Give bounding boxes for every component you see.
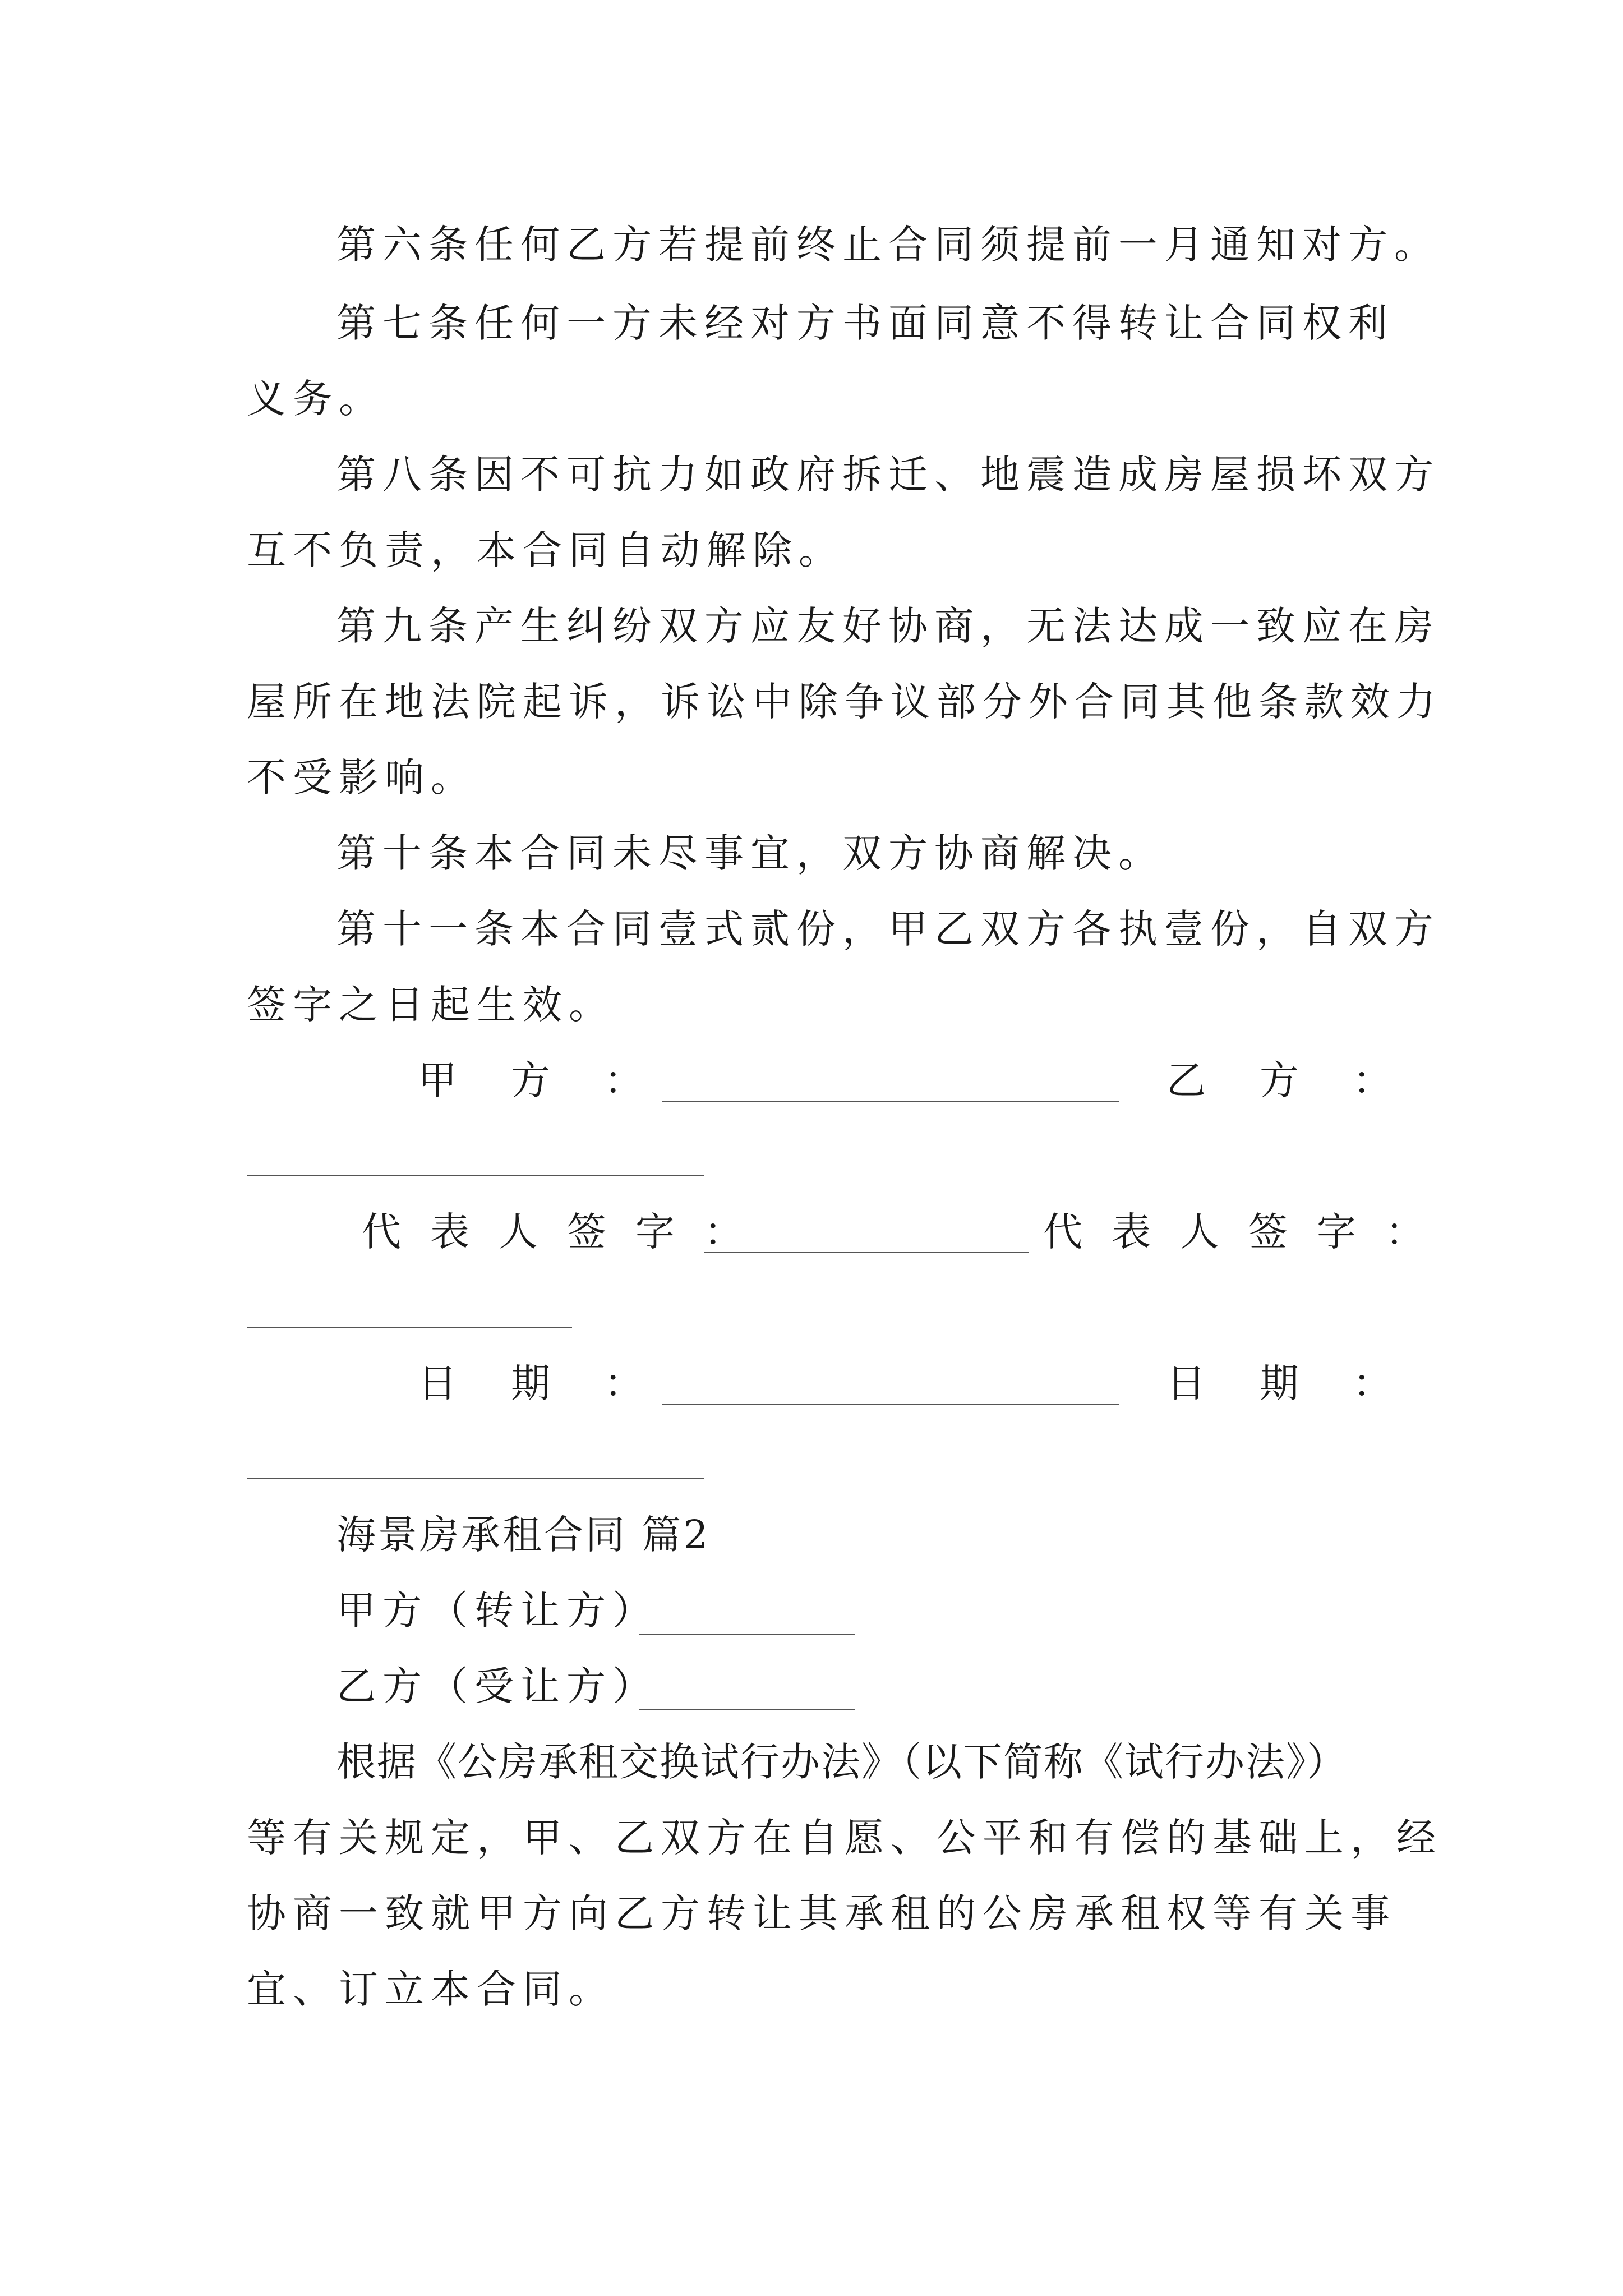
party-a-blank <box>662 1101 1119 1102</box>
date-a-blank <box>662 1404 1119 1405</box>
clause-9-line-1: 第九条产生纠纷双方应友好协商，无法达成一致应在房 <box>336 603 1440 649</box>
clause-10: 第十条本合同未尽事宜，双方协商解决。 <box>336 830 1164 876</box>
section-2-intro-line-2: 等有关规定，甲、乙双方在自愿、公平和有偿的基础上，经 <box>247 1815 1442 1861</box>
section-2-party-b-blank <box>639 1709 855 1710</box>
rep-a-label: 代表人签字： <box>362 1209 772 1255</box>
clause-7-line-2: 义务。 <box>247 376 385 422</box>
clause-9-line-3: 不受影响。 <box>247 754 477 800</box>
section-2-party-a-label: 甲方（转让方） <box>336 1588 658 1634</box>
section-2-party-b-label: 乙方（受让方） <box>336 1663 658 1709</box>
section-2-party-b <box>336 1660 658 1712</box>
clause-11-line-2: 签字之日起生效。 <box>247 982 615 1028</box>
section-2-intro-line-4: 宜、订立本合同。 <box>247 1966 615 2012</box>
clause-9-line-2: 屋所在地法院起诉，诉讼中除争议部分外合同其他条款效力 <box>247 679 1442 725</box>
date-b-label: 日期： <box>1166 1360 1446 1406</box>
date-b-blank <box>247 1478 704 1479</box>
rep-a-blank <box>704 1252 1029 1253</box>
section-2-intro-line-1: 根据《公房承租交换试行办法》（以下简称《试行办法》） <box>336 1739 1347 1785</box>
party-b-label: 乙方： <box>1166 1057 1446 1103</box>
party-b-blank <box>247 1175 704 1176</box>
section-2-party-a <box>336 1585 658 1636</box>
section-2-title: 海景房承租合同 篇2 <box>336 1512 711 1558</box>
section-2-party-a-blank <box>639 1634 855 1635</box>
rep-b-label: 代表人签字： <box>1043 1209 1454 1255</box>
rep-b-blank <box>247 1327 572 1328</box>
signature-row-representative <box>0 1206 1623 1258</box>
signature-row-date <box>0 1358 1623 1409</box>
clause-6: 第六条任何乙方若提前终止合同须提前一月通知对方。 <box>336 222 1440 268</box>
section-2-intro-line-3: 协商一致就甲方向乙方转让其承租的公房承租权等有关事 <box>247 1890 1396 1936</box>
clause-8-line-2: 互不负责，本合同自动解除。 <box>247 527 845 573</box>
date-a-label: 日期： <box>418 1360 697 1406</box>
party-a-label: 甲方： <box>418 1057 697 1103</box>
signature-row-party <box>0 1055 1623 1106</box>
clause-11-line-1: 第十一条本合同壹式贰份，甲乙双方各执壹份，自双方 <box>336 906 1440 952</box>
clause-8-line-1: 第八条因不可抗力如政府拆迁、地震造成房屋损坏双方 <box>336 452 1440 498</box>
clause-7-line-1: 第七条任何一方未经对方书面同意不得转让合同权利 <box>336 300 1394 346</box>
